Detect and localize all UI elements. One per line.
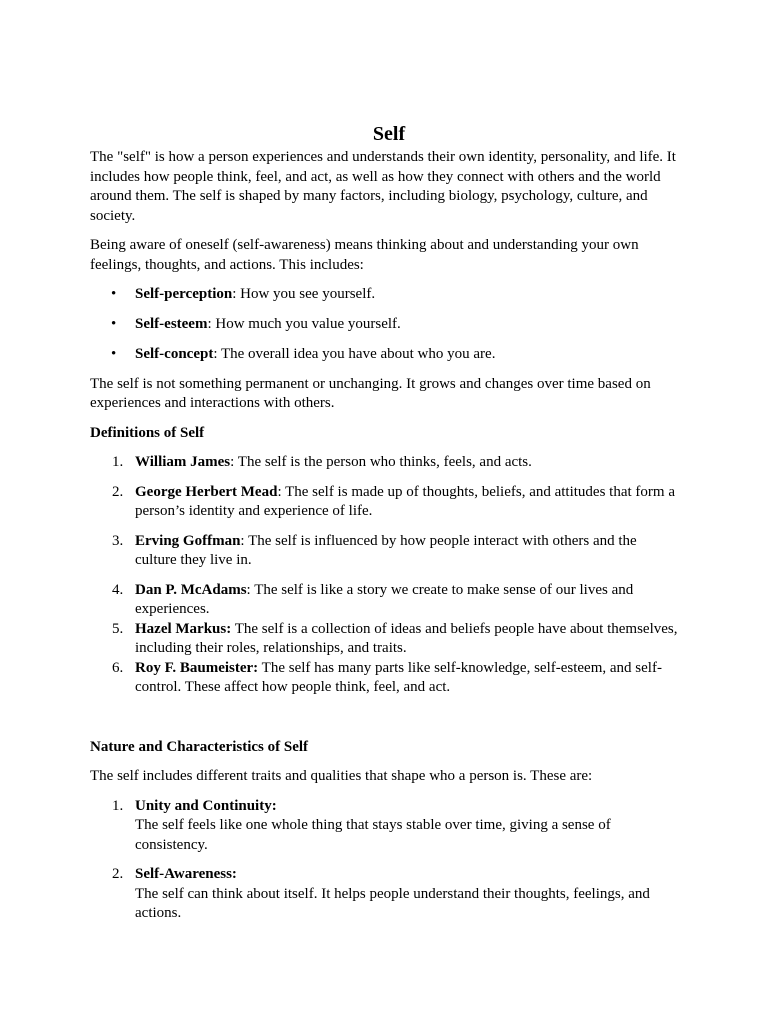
list-item <box>90 483 680 522</box>
definitions-heading: Definitions of Self <box>90 424 205 441</box>
list-item-term: Roy F. Baumeister: <box>135 659 259 676</box>
list-number: 1. <box>112 797 124 814</box>
list-item <box>90 581 680 620</box>
list-item-term: George Herbert Mead <box>135 483 278 500</box>
list-item-text: : The self is like a story we create to make sense of our lives and experiences. <box>135 581 634 617</box>
list-item-text: : How you see yourself. <box>232 286 376 302</box>
list-item-term: Self-concept <box>135 346 214 362</box>
list-item <box>90 345 680 365</box>
bullet-icon: • <box>111 286 117 302</box>
list-number: 3. <box>112 532 124 549</box>
nature-intro-paragraph: The self includes different traits and qualities that shape who a person is. These are: <box>90 768 593 784</box>
list-item-term: Hazel Markus: <box>135 620 232 637</box>
definitions-list <box>90 453 680 698</box>
list-number: 6. <box>112 659 124 676</box>
list-item-text: The self can think about itself. It helps people understand their thoughts, feelings, and actions. <box>135 885 650 921</box>
list-item-text: : The overall idea you have about who you are. <box>213 346 496 362</box>
list-item-term: Self-esteem <box>135 316 208 332</box>
change-paragraph: The self is not something permanent or unchanging. It grows and changes over time based on experiences and interactions with others. <box>90 375 651 411</box>
list-item-term: William James <box>135 454 231 470</box>
list-item <box>90 453 680 473</box>
nature-heading: Nature and Characteristics of Self <box>90 738 309 755</box>
list-item <box>90 620 680 659</box>
list-item-text: The self is a collection of ideas and beliefs people have about themselves, including their roles, relationships, and traits. <box>135 620 678 656</box>
list-item-text: : The self is influenced by how people interact with others and the culture they live in. <box>135 532 637 568</box>
awareness-list <box>90 285 680 365</box>
bullet-icon: • <box>111 346 117 362</box>
list-item-text: : The self is made up of thoughts, beliefs, and attitudes that form a person’s identity and experience of life. <box>135 483 675 519</box>
page-title: Self <box>372 123 406 145</box>
list-item <box>90 797 680 856</box>
list-item <box>90 285 680 305</box>
document-page <box>90 120 680 934</box>
list-item-text: : How much you value yourself. <box>207 316 401 332</box>
list-item-term: Self-perception <box>135 286 233 302</box>
list-item-term: Dan P. McAdams <box>135 581 247 598</box>
list-item-term: Unity and Continuity: <box>135 797 277 814</box>
list-item <box>90 865 680 924</box>
awareness-intro-paragraph: Being aware of oneself (self-awareness) means thinking about and understanding your own feelings, thoughts, and actions. This includes: <box>90 237 639 273</box>
list-item-term: Self-Awareness: <box>135 866 237 882</box>
intro-paragraph: The "self" is how a person experiences and understands their own identity, personality, and life. It includes how people think, feel, and act, as well as how they connect with others and the world around them. The self is shaped by many factors, including biology, psychology, culture, and society. <box>90 149 676 224</box>
bullet-icon: • <box>111 316 117 332</box>
list-item-text: : The self is the person who thinks, feels, and acts. <box>230 454 532 470</box>
list-number: 2. <box>112 483 124 500</box>
list-item-term: Erving Goffman <box>135 532 241 549</box>
list-number: 2. <box>112 866 124 882</box>
list-number: 1. <box>112 454 124 470</box>
characteristics-list <box>90 797 680 924</box>
list-item-text: The self feels like one whole thing that stays stable over time, giving a sense of consistency. <box>135 817 611 853</box>
list-item <box>90 315 680 335</box>
section-spacer <box>90 698 680 727</box>
list-item <box>90 532 680 571</box>
list-item <box>90 659 680 698</box>
list-item-text: The self has many parts like self-knowledge, self-esteem, and self-control. These affect how people think, feel, and act. <box>135 659 662 695</box>
list-number: 4. <box>112 581 124 598</box>
list-number: 5. <box>112 620 124 637</box>
